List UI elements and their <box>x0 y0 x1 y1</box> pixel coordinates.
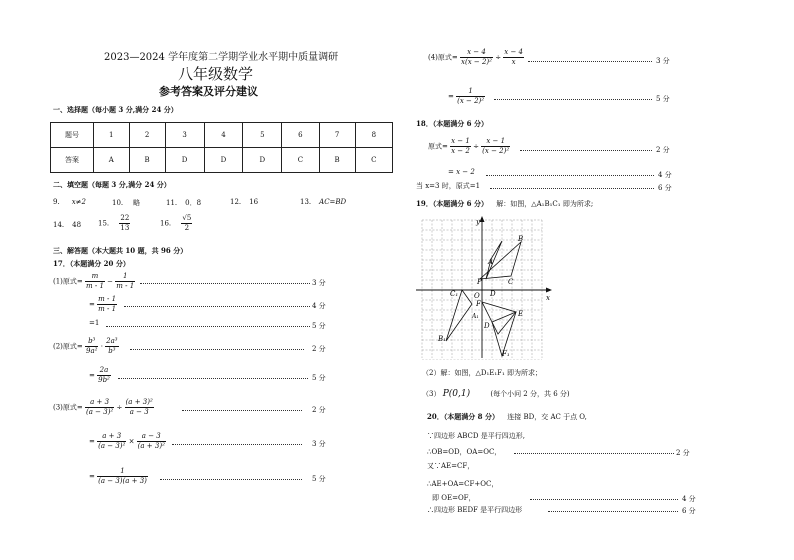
answer-table <box>50 122 393 173</box>
q17-3-line1 <box>53 398 154 417</box>
numerator: a + 3 <box>97 432 126 442</box>
item-number: 14. <box>53 221 65 229</box>
q18-line3: 当 x=3 时，原式=1 <box>416 182 481 190</box>
operator: = <box>89 472 95 481</box>
denominator: a − 3 <box>129 408 149 416</box>
q19-intro: 解：如图，△A₁B₁C₁ 即为所求; <box>496 200 594 208</box>
numerator: 2a <box>97 366 111 376</box>
line-label: (1)原式= <box>53 277 83 286</box>
q17-3-line2 <box>89 432 166 451</box>
item-number: 15. <box>98 219 110 228</box>
table-cell: 5 <box>243 123 282 148</box>
q18-line2: = x − 2 <box>448 168 475 176</box>
fraction <box>97 432 126 451</box>
table-cell: 8 <box>355 123 392 148</box>
fill-item-16 <box>160 214 192 233</box>
point-p-answer: P(0,1) <box>442 389 471 399</box>
label-origin: O <box>474 292 480 300</box>
dot-leader <box>160 479 302 480</box>
fill-item-14 <box>53 221 81 229</box>
item-number: 13. <box>300 198 312 206</box>
label-y: y <box>476 218 480 226</box>
table-cell: C <box>355 148 392 173</box>
triangle-pcb <box>480 242 521 279</box>
q20-line1: ∵四边形 ABCD 是平行四边形, <box>427 432 525 440</box>
numerator: x − 4 <box>504 48 524 56</box>
fraction <box>181 214 192 233</box>
item-number: 12. <box>230 198 242 206</box>
fraction <box>105 337 118 356</box>
q19-heading: 19．（本题满分 6 分） <box>416 199 488 208</box>
fraction <box>137 432 166 451</box>
operator: × <box>128 437 135 446</box>
numerator: √5 <box>182 214 192 222</box>
table-cell: D <box>165 148 204 173</box>
q17-1-line2 <box>89 295 117 314</box>
operator: − <box>107 277 114 286</box>
score-label: 6 分 <box>682 507 696 515</box>
denominator: 9a² <box>86 347 98 355</box>
item-answer: 略 <box>133 199 141 207</box>
q20-heading-line <box>427 412 587 422</box>
score-label: 4 分 <box>658 171 672 179</box>
denominator: 13 <box>120 224 130 232</box>
exam-title: 2023—2024 学年度第二学期学业水平期中质量调研 <box>104 52 339 63</box>
q20-line3: 又∵AE=CF， <box>427 462 475 470</box>
table-cell: 7 <box>319 123 355 148</box>
dot-leader <box>494 99 652 100</box>
item-answer: x≠2 <box>71 198 86 206</box>
line-label: 原式= <box>428 142 448 151</box>
denominator: (x − 2)² <box>482 147 510 155</box>
answer-key-subtitle: 参考答案及评分建议 <box>159 85 258 98</box>
item-answer: AC=BD <box>319 198 347 206</box>
part1-heading: 一、选择题（每小题 3 分,满分 24 分） <box>53 105 178 114</box>
q20-heading: 20．（本题满分 8 分） <box>427 412 499 421</box>
numerator: x − 1 <box>481 137 510 147</box>
table-cell: C <box>282 148 319 173</box>
q20-intro: 连接 BD，交 AC 于点 O, <box>507 413 587 421</box>
score-label: 2 分 <box>676 449 690 457</box>
item-number: 10. <box>112 199 124 207</box>
numerator: 2a³ <box>106 337 118 345</box>
q17-1-line1 <box>53 272 135 291</box>
x-axis-arrow-icon <box>546 288 552 293</box>
label-B: B <box>518 235 524 243</box>
part2-heading: 二、填空题（每题 3 分,满分 24 分） <box>53 180 171 189</box>
table-cell: A <box>94 148 130 173</box>
q18-line1 <box>428 137 510 156</box>
denominator: (a + 3)² <box>137 442 165 450</box>
table-cell: 4 <box>204 123 243 148</box>
dot-leader <box>106 326 310 327</box>
q17-4-line2 <box>448 87 485 106</box>
table-header-cell: 答案 <box>51 148 94 173</box>
label-x: x <box>546 294 550 302</box>
denominator: m - 1 <box>98 305 117 313</box>
part3-heading: 三、解答题（本大题共 10 题，共 96 分） <box>53 246 188 255</box>
table-cell: 2 <box>129 123 165 148</box>
numerator: a − 3 <box>137 432 166 442</box>
table-cell: B <box>319 148 355 173</box>
item-answer: 16 <box>249 198 259 206</box>
operator: · <box>100 342 103 351</box>
score-label: 3 分 <box>312 440 326 448</box>
dot-leader <box>118 378 308 379</box>
denominator: x <box>511 58 516 66</box>
fill-item-15 <box>98 214 130 233</box>
label-A: A <box>488 258 494 266</box>
fraction <box>85 398 114 417</box>
dot-leader <box>130 349 304 350</box>
q17-2-line2 <box>89 366 111 385</box>
dot-leader <box>182 410 302 411</box>
score-label: 3 分 <box>312 279 326 287</box>
denominator: (a − 3)² <box>86 408 114 416</box>
denominator: m - 1 <box>116 282 135 290</box>
dot-leader <box>140 283 310 284</box>
numerator: b³ <box>85 337 98 347</box>
q19-heading-line <box>416 199 593 209</box>
table-header-cell: 题号 <box>51 123 94 148</box>
score-label: 4 分 <box>312 302 326 310</box>
score-label: 5 分 <box>312 475 326 483</box>
score-label: 2 分 <box>656 146 670 154</box>
score-label: 2 分 <box>312 406 326 414</box>
operator: = <box>89 437 95 446</box>
denominator: b³ <box>108 347 116 355</box>
fill-item-12 <box>230 198 258 206</box>
numerator: x − 1 <box>451 137 470 145</box>
fraction <box>460 48 493 67</box>
dot-leader <box>486 175 654 176</box>
numerator: x − 4 <box>460 48 493 58</box>
fraction <box>85 272 105 291</box>
fraction <box>450 137 471 156</box>
fraction <box>85 337 98 356</box>
label-A1: A₁ <box>472 313 479 320</box>
q17-4-line1 <box>428 48 524 67</box>
label-C: C <box>508 278 514 286</box>
fill-item-11 <box>166 198 201 208</box>
label-F: F <box>476 300 481 308</box>
item-number: 9. <box>53 198 60 206</box>
denominator: 2 <box>184 224 190 232</box>
fraction <box>503 48 524 67</box>
label-E: E <box>518 310 524 318</box>
dot-leader <box>490 188 654 189</box>
dot-leader <box>548 511 678 512</box>
q20-line5: 即 OE=OF， <box>432 494 476 502</box>
coordinate-grid-figure <box>416 214 556 360</box>
label-D: D <box>490 290 496 298</box>
fraction <box>97 295 117 314</box>
numerator: 1 <box>97 467 148 477</box>
denominator: (x − 2)² <box>457 97 485 105</box>
dot-leader <box>172 444 302 445</box>
fraction <box>115 272 135 291</box>
y-axis-arrow-icon <box>480 216 485 222</box>
table-cell: 6 <box>282 123 319 148</box>
line-label: (2)原式= <box>53 342 83 351</box>
numerator: 1 <box>115 272 135 282</box>
denominator: (a − 3)(a + 3) <box>98 477 147 485</box>
numerator: 1 <box>456 87 485 97</box>
item-answer: 48 <box>72 221 82 229</box>
label-C1: C₁ <box>450 290 459 298</box>
q20-line2: ∴OB=OD，OA=OC， <box>427 448 502 456</box>
line-label: (3)原式= <box>53 403 83 412</box>
label-B1: B₁ <box>438 335 446 343</box>
denominator: m - 1 <box>86 282 104 290</box>
table-cell: D <box>243 148 282 173</box>
operator: = <box>89 371 95 380</box>
table-cell: 3 <box>165 123 204 148</box>
line-label: (4)原式= <box>428 53 458 62</box>
score-label: 5 分 <box>312 374 326 382</box>
fill-item-13 <box>300 198 346 206</box>
label-D1: D <box>484 322 490 330</box>
denominator: x − 2 <box>451 147 470 155</box>
numerator: (a + 3)² <box>125 398 153 406</box>
item-number: 16. <box>160 219 172 228</box>
denominator: 9b² <box>98 376 110 384</box>
q20-line6: ∴四边形 BEDF 是平行四边形 <box>427 506 523 514</box>
fill-item-9 <box>53 198 86 206</box>
operator: = <box>89 300 95 309</box>
fraction <box>97 467 148 486</box>
q17-2-line1 <box>53 337 119 356</box>
subject-title: 八年级数学 <box>178 65 254 83</box>
dot-leader <box>514 453 674 454</box>
q17-3-line3 <box>89 467 148 486</box>
operator: ÷ <box>473 142 479 151</box>
operator: ÷ <box>495 53 502 62</box>
label-P: P <box>477 278 482 286</box>
label-F1: F₁ <box>502 350 510 358</box>
numerator: a + 3 <box>85 398 114 408</box>
dot-leader <box>530 499 678 500</box>
score-note: (每个小问 2 分，共 6 分) <box>490 390 570 398</box>
dot-leader <box>528 61 652 62</box>
operator: ÷ <box>116 403 123 412</box>
table-row <box>51 148 393 173</box>
denominator: x(x − 2)² <box>461 58 492 66</box>
fraction <box>119 214 130 233</box>
fill-item-10 <box>112 198 140 208</box>
table-cell: D <box>204 148 243 173</box>
q17-heading: 17．（本题满分 20 分） <box>53 259 130 268</box>
fraction <box>125 398 154 417</box>
score-label: 2 分 <box>312 345 326 353</box>
item-number: 11. <box>166 199 178 207</box>
score-label: 6 分 <box>658 184 672 192</box>
q19-part3 <box>422 389 570 399</box>
q19-part2: （2）解：如图，△D₁E₁F₁ 即为所求； <box>422 369 543 377</box>
fraction <box>481 137 510 156</box>
score-label: 3 分 <box>656 57 670 65</box>
table-row <box>51 123 393 148</box>
score-label: 4 分 <box>682 495 696 503</box>
numerator: m - 1 <box>98 295 117 303</box>
numerator: 22 <box>120 214 130 222</box>
q17-1-line3: =1 <box>89 319 100 327</box>
fraction <box>97 366 111 385</box>
table-cell: 1 <box>94 123 130 148</box>
dot-leader <box>124 306 310 307</box>
item-answer: 0．8 <box>185 199 202 207</box>
denominator: (a − 3)² <box>98 442 126 450</box>
line-label: （3） <box>422 390 441 398</box>
score-label: 5 分 <box>656 95 670 103</box>
numerator: m <box>85 272 105 282</box>
fraction <box>456 87 485 106</box>
score-label: 5 分 <box>312 322 326 330</box>
dot-leader <box>520 150 652 151</box>
operator: = <box>448 92 454 101</box>
table-cell: B <box>129 148 165 173</box>
q20-line4: ∴AE+OA=CF+OC， <box>427 480 499 488</box>
q18-heading: 18．（本题满分 6 分） <box>416 119 488 128</box>
